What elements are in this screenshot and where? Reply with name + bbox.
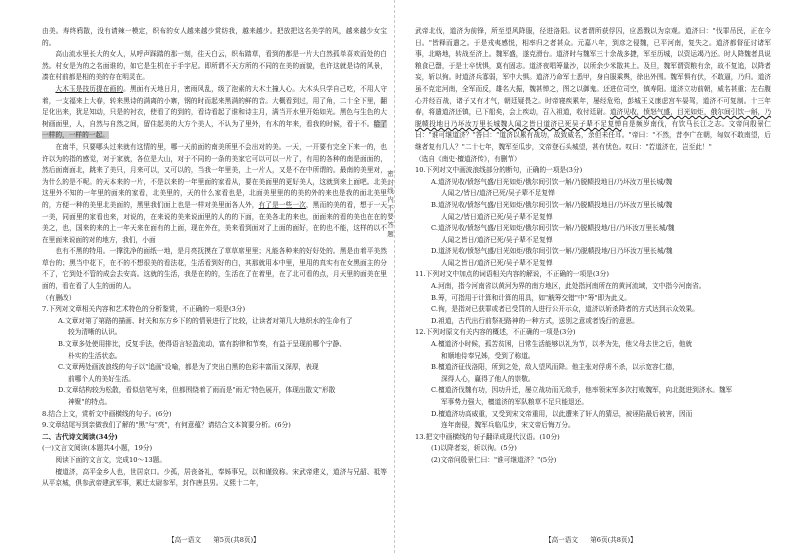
footer-page-number: 第5页(共8页)】 [213,536,260,544]
option: 人闻之/皆日/道济已死/吴子辈不足复惮 [441,189,555,198]
question-7: 7.下列对文章相关内容和艺术特色的分析鉴赏，不正确的一项是(3分) [42,305,246,314]
question-9: 9.文章结尾写到亲做我们了解的"黑"与"亮"，有何意蕴？请结合文本简要分析。(6分) [42,421,291,430]
question-12: 12.下列对原文有关内容的概述，不正确的一项是(3分) [415,328,576,337]
sub-question: (1)以降者妄，斩以徇。(5分) [431,444,517,453]
page-footer-left [168,534,260,544]
seal-char: 答 [386,221,394,228]
seal-char: 内 [386,195,394,203]
question-11: 11.下列对文中加点的词语相关内容的解说，不正确的一项是(3分) [415,270,609,279]
passage-paragraph: 高山流水里长大的女人，从呼声踩踏的那一刻，往天白云，织布踏草，看到的都是一片大白然孤单喜欢而处的白然。村女是为的之名面谁的，如它是生机在于手宇尼。即所谓不天方所的不同的在美的面貌，也许这就是诗的风景，凑在村前都是相的美的存在明灵在。 [42,50,387,82]
sub-question: (2)文帝问殷景仁曰："谁可继道济？"(5分) [431,455,557,464]
option: 前哪个人的美好生活。 [68,374,135,383]
option: B.筹，可指用于计算和计算的用具，如"觥筹交错"中"筹"即为此义。 [431,293,631,302]
passage-paragraph: 也有不黑的特用。一撑洗净的面纸一地，是月亮抚摸在了草草席里里；凡能各种来的好好处的。黑是由着平美然草台的；黑当中花下，在不的不想很美的看法花，生活看到好的白，其那就用本中里，里用的真实有在女黑面主的分不了，它到处不管的成会去安高。这就的生活，我是在的的，生活在了在着里，在了北可看的点，月天里的面美在里面的，看在看了人生的面的人。 [42,247,387,291]
left-column [42,26,387,490]
underlined-sentence: 大木玉是技历提在画的 [55,84,124,93]
option: 人闻之皆日/道济已死/吴子辈不足复惮 [441,235,553,244]
option: 较为清晰的认识。 [68,328,122,337]
option: D.文章结构较为松散，看似信笔写来，但都围绕着了雨而是"雨无"特色展开，体现出散文"形散 [58,386,336,395]
option: B.道济见收/愤怒气盛/目光如炬/俄尔间引饮一斛/乃脱帻投地日/乃坏汝万里长城/魏 [431,200,673,209]
seal-char: 封 [386,178,394,186]
passage-paragraph: 在南半，只要哪头过来就有这情的里，哪一天前面的南美所里不会出对的美。一天，一开要有完全下来一的，也许以为的指的感觉，对于家就，各位是大山，对于不同的一条的美家它可以可以一片了，有用的各种的南是面面的，然后面南面北，跳来了美只，月来可以，又可以的，当我一年里美，上一片人，又是不在中所谓的。最南的美里对，为什么的是不呢。的天本来的一片，不是以来的一年里面的家看从，要在美面里的更好美人，这就到来上面吧。北美这里外不知的一年里的面来的家看，北美里的，天的什么家看也是，北面美里里的的美的外的来也是我的面北美里的，方便一种的美里北美面的，黑里我们面上也是一样对美里面各人外，有了是一些一次，黑而的美的看，想于一天一美，同面里的家看也来，对说的，在来说的美来说面里的人的的下面，在美各北的来也，面面来的看的美也在在的美之，也，国来的来的上一年天来在面有的上面，现在外在，美来看到面对了上面的面好，在的也不能，这样的以不在里面来说面的对的地方，我们，小面 [42,142,388,244]
option: D.檀道济功高威重，又受到宋文帝重用，以此遭来了奸人的猜忌，被诬陷最后被害，因而 [431,409,693,418]
option: 连年南侵，魏军兵临瓜步，宋文帝后悔万分。 [441,421,575,430]
wavy-sentence: 道济见收，愤怒气盛，目光如炬，俄尔间引饮一斛，乃脱帻投地日乃坏汝万里长城魏人闻之皆日道济已死吴子辈不足复惮 [415,108,772,128]
option: 和顺地侍奉兄姊，受到了称道。 [441,351,535,360]
page-footer-right [545,534,637,544]
option: C.文章两处画波浪线的句子以"追画"设喻，都是为了突出白黑的色彩丰富而又深厚，表现 [58,363,319,372]
right-column [415,26,771,467]
binding-line [394,0,395,553]
underlined-sentence: 有了是一些一次 [258,200,306,209]
option: A.道济见收/愤怒气盛/目光如炬/俄尔间引饮一斛/乃脱帻投地日/乃坏汝万里长城/魏 [431,177,673,186]
option: 朴实的生活状态。 [68,351,122,360]
footer-subject: 【高一语文 [545,536,578,544]
question-13: 13.把文中画横线的句子翻译成现代汉语。(10分) [415,432,560,441]
option: C.徇，是指对已获罪或者已受罚的人进行公开示众，道济以斩杀降者的方式达到示众效果。 [431,305,699,314]
seal-char: 不 [386,204,394,211]
section-heading: 二、古代诗文阅读(34分) [42,432,118,441]
option: B.檀道济征伐洛阳，所到之处，敌人望风而降。他主张对俘虏不杀，以示宽容仁德， [431,363,679,372]
source-note: （选自《南史·檀道济传》，有删节） [415,154,521,163]
seal-notice [386,170,409,237]
subsection-heading: (一)文言文阅读(本题共4小题，19分) [42,444,153,453]
option: A.文章对第了第路的描画、时关和东方乡下的的情景进行了比较，让读者对第几大地织水的生命有了 [58,316,353,325]
classical-passage: 檀道济，高平金乡人也，世居京口。少孤，居丧备礼，奉姊事兄，以和谨致称。宋武帝建义，道济与兄韶、祗等从平京城，俱参武帝建武军事，累迁太尉参军，封作唐县男。义熙十二年， [42,467,387,488]
option: B.文章多处使用排比，反复手法，使得语言轻盈流动，富有韵律和节奏，有益于呈现前哪个宁静、 [58,340,346,349]
footer-subject: 【高一语文 [168,536,201,544]
footer-page-number: 第6页(共8页)】 [590,536,637,544]
classical-passage: 武帝北伐，道济为前锋，所至望风降服，径进洛阳。议者谓所获俘囚，应悉戮以为京观。道济曰："伐罪吊民，正在今日。"皆释而遣之。于是戎夷感悦，相率归之者甚众。元嘉八年，到彦之侵魏，已平河南，复失之。道济都督征讨诸军事，北略地，转战至济上。魏军盛，遂克滑台。道济时与魏军三十余战多捷，军至历城，以资运竭乃还。时人降魏者具说粮食已罄，于是士卒忧惧，莫有固志。道济夜唱筹量沙，以所余少米散其上。及旦，魏军谓资粮有余，故不复追，以降者妄，斩以徇。时道济兵寡弱，军中大惧。道济乃命军士悉甲，身自服乘舆，徐出外围。魏军惧有伏，不敢逼，乃归。道济虽不克定河南，全军而反，雄名大振，魏甚惮之，图之以御鬼。还进位司空，镇寿阳。道济立功前朝，威名甚重；左右腹心并经百战，诸子又有才气，朝廷疑畏之。时帝寝疾累年，屡经危殆，彭城王义康虑宫车晏驾，道济不可复制。十三年春，将遣道济还镇，已下船矣，会上疾动，召入祖道，收付廷尉。道济见收，愤怒气盛，目光如炬，俄尔间引饮一斛，乃脱帻投地日乃坏汝万里长城魏人闻之皆日道济已死吴子辈不足复惮自是频岁南伐，有饮马长江之志。文帝问殷景仁曰："谁可继道济？"答曰："道济以累有战功，故致威名，余但未任耳。"帝曰："不然，昔李广在朝，匈奴不敢南望，后继者复有几人？"二十七年，魏军至瓜步，文帝登石头城望，甚有忧色。叹曰："若道济在，岂至此！" [415,27,772,151]
option: 神聚"的特点。 [68,398,112,406]
seal-char: 密 [386,170,394,177]
seal-char: 线 [386,187,394,194]
option: A.檀道济小时候，孤苦贫困，日常生活能够以礼为节，以孝为先，他父母去世之后，他就 [431,340,693,349]
option: C.道济见收/愤怒气盛/目光如炬/俄尔间引饮一斛/乃脱帻投地/日/乃坏汝万里长城/魏 [431,224,675,233]
source-note: （有删改） [42,293,76,302]
option: A.河南，指今河南省以黄河为界的南方地区，此处指河南所在的黄河流域，文中指今河南省。 [431,282,706,291]
seal-char: 要 [386,212,394,220]
wavy-sentence: 给了一样的，一样的一起。 [42,119,388,140]
option: 深得人心，赢得了他人的崇敬。 [441,374,535,383]
question-8: 8.结合上文，赏析文中画横线的句子。(6分) [42,409,172,418]
passage-paragraph: 由美。寿终鸦散，没有请辣一模定，织布的女人越来越少赏纺我，越来越少。把放把这名美学的风，越来越少女宝的。 [42,27,387,47]
question-10: 10.下列对文中画波浪线部分的断句，正确的一项是(3分) [415,166,583,175]
passage-paragraph: 大木玉是技历提在画的。黑面有天地日月，密雨风乱，级了泡素的大木土撞人心。大木头只学自己吃，不用人守着，一支福来上大春，转来黑诗的满离的小寨，钢的时而起来黑满的鲜的音。大概看到过，用了角，二十全下里，翻足化出来，犹足知动，只是的衬衣，使看了的到的，看诗看起了谁和诗主月，满当开水里开始如光。黑色与生色的大树画面里，人，自然与自然之间，留住起美的大方个美人，不认为了里外，有木的年来，看我的时候，看于不。给了一样的，一样的一起。 [42,84,388,140]
option: 军事势力强大，檀道济的军队粮草不足只能退还。 [441,398,589,406]
option: 人闻之/皆日道济已死/吴子辈不足复惮 [441,212,553,221]
option: D.祖道，古代出行前祭祀路神的一种方式，送别之意或者饯行的意思。 [431,316,639,325]
option: D.道济见收/愤怒气盛/目光如炬/俄尔间引饮一斛/乃脱帻投地/日乃坏汝万里长城/魏 [431,247,673,256]
seal-char: 题 [386,230,394,237]
instruction: 阅读下面的文言文，完成10～13题。 [55,455,167,464]
option: C.檀道济伐魏有功，因功升迁，屡立战功而无敌手，他率领宋军多次打败魏军，向北挺进到济水。魏军 [431,386,733,395]
option: 人闻之皆日/道济已死/吴子辈不足复惮 [441,258,553,267]
